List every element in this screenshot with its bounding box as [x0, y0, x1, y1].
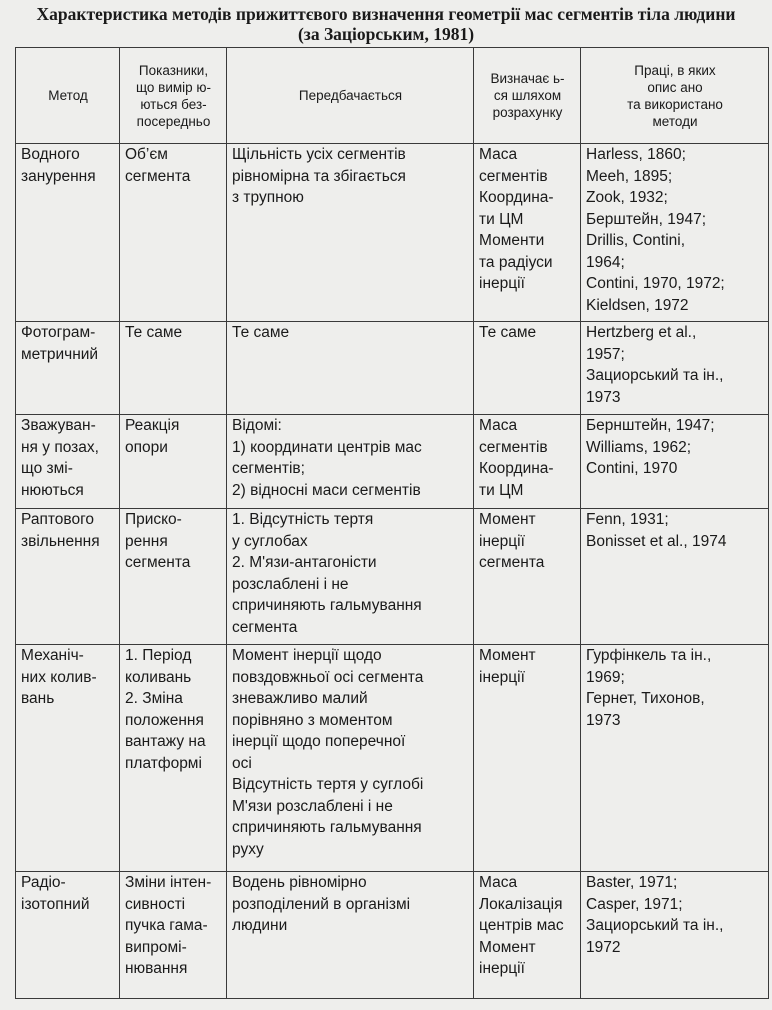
cell-line: положення: [125, 711, 204, 729]
cell-method: [16, 415, 120, 509]
cell-line: Гернет, Тихонов,: [586, 690, 705, 707]
cell-line: Baster, 1971;: [586, 874, 678, 891]
cell-works: [581, 322, 769, 415]
cell-line: 1973: [586, 711, 621, 729]
cell-line: Водного: [21, 146, 80, 163]
cell-line: Zook, 1932;: [586, 189, 668, 206]
cell-line: 1. Відсутність тертя: [232, 511, 374, 528]
cell-line: Meeh, 1895;: [586, 167, 673, 185]
cell-line: Зміни інтен-: [125, 874, 212, 891]
cell-line: порівняно з моментом: [232, 711, 393, 729]
cell-computed: [474, 645, 581, 872]
cell-assumed: [227, 144, 474, 322]
cell-line: Раптового: [21, 511, 94, 528]
cell-assumed: [227, 645, 474, 872]
cell-line: Зациорський та ін.,: [586, 367, 724, 384]
cell-line: методи: [652, 113, 698, 129]
title-line-1: Характеристика методів прижиттєвого визначення геометрії мас сегментів тіла людини: [36, 4, 736, 24]
cell-line: Координа-: [479, 189, 554, 206]
cell-line: інерції щодо поперечної: [232, 733, 406, 750]
cell-line: Casper, 1971;: [586, 895, 683, 913]
cell-line: вантажу на: [125, 733, 206, 750]
cell-line: Маса: [479, 146, 518, 163]
cell-line: випромі-: [125, 938, 187, 956]
header-measured: [120, 48, 227, 144]
cell-line: у суглобах: [232, 532, 308, 550]
cell-line: що змі-: [21, 460, 73, 477]
cell-line: нюються: [21, 481, 84, 499]
title-line-2: (за Заціорським, 1981): [297, 24, 475, 44]
cell-method: [16, 322, 120, 415]
cell-line: Drillis, Contini,: [586, 232, 686, 249]
cell-line: Реакція: [125, 417, 180, 434]
cell-line: Показники,: [138, 62, 209, 78]
cell-line: Момент: [479, 511, 536, 528]
cell-measured: [120, 144, 227, 322]
cell-line: Contini, 1970: [586, 460, 678, 477]
cell-computed: [474, 144, 581, 322]
cell-works: [581, 872, 769, 999]
cell-line: пучка гама-: [125, 917, 208, 934]
cell-assumed: [227, 322, 474, 415]
cell-line: Локалізація: [479, 895, 563, 913]
cell-line: Прискo-: [125, 511, 182, 528]
cell-line: нювання: [125, 960, 188, 977]
cell-line: Праці, в яких: [634, 62, 716, 78]
cell-line: них колив-: [21, 668, 97, 686]
cell-measured: [120, 509, 227, 645]
table-row: [16, 415, 769, 509]
cell-line: Визначає ь-: [490, 71, 565, 86]
cell-line: вань: [21, 690, 55, 707]
cell-line: Механіч-: [21, 647, 84, 664]
cell-line: людини: [232, 917, 288, 934]
cell-line: сегмента: [479, 554, 545, 571]
cell-line: Момент інерції щодо: [232, 647, 382, 664]
cell-line: сегментів: [479, 167, 548, 185]
table-row: [16, 322, 769, 415]
cell-line: інерції: [479, 960, 525, 977]
cell-line: розслаблені і не: [232, 575, 349, 593]
cell-line: Kieldsen, 1972: [586, 296, 689, 314]
page-title: [0, 4, 772, 44]
cell-line: спричиняють гальмування: [232, 597, 422, 614]
cell-line: Те саме: [232, 324, 290, 341]
cell-line: розподілений в організмі: [232, 895, 411, 913]
cell-line: руху: [232, 840, 264, 858]
cell-measured: [120, 645, 227, 872]
cell-assumed: [227, 415, 474, 509]
table-row: [16, 872, 769, 999]
table-row: [16, 509, 769, 645]
cell-line: сегмента: [125, 167, 191, 185]
cell-line: ся шляхом: [493, 88, 562, 103]
cell-line: Fenn, 1931;: [586, 511, 669, 528]
cell-line: Williams, 1962;: [586, 438, 692, 456]
cell-line: 1969;: [586, 668, 625, 686]
cell-line: Відомі:: [232, 417, 282, 434]
cell-line: осі: [232, 754, 252, 772]
cell-line: інерції: [479, 668, 525, 686]
cell-line: опори: [125, 438, 168, 456]
cell-line: Щільність усіх сегментів: [232, 146, 406, 163]
cell-line: ізотопний: [21, 895, 90, 913]
cell-works: [581, 645, 769, 872]
cell-line: метричний: [21, 345, 99, 363]
cell-line: Зациорський та ін.,: [586, 917, 724, 934]
header-method: [16, 48, 120, 144]
cell-line: Bonisset et al., 1974: [586, 532, 727, 550]
cell-line: Маса: [479, 417, 518, 434]
cell-line: Об’єм: [125, 146, 168, 163]
cell-line: М'язи розслаблені і не: [232, 797, 393, 815]
cell-line: Гурфінкель та ін.,: [586, 647, 712, 664]
cell-line: платформі: [125, 754, 202, 772]
cell-line: та радіуси: [479, 253, 553, 271]
cell-line: Маса: [479, 874, 518, 891]
cell-line: Фотограм-: [21, 324, 96, 341]
cell-works: [581, 415, 769, 509]
cell-line: ти ЦМ: [479, 481, 524, 499]
cell-line: Contini, 1970, 1972;: [586, 275, 725, 292]
cell-line: Метод: [48, 88, 88, 103]
cell-line: що вимір ю-: [135, 79, 212, 95]
cell-line: Бернштейн, 1947;: [586, 417, 715, 434]
cell-line: інерції: [479, 275, 525, 292]
cell-line: 2. Зміна: [125, 690, 183, 707]
cell-line: Водень рівномірно: [232, 874, 367, 891]
cell-computed: [474, 509, 581, 645]
header-works: [581, 48, 769, 144]
cell-line: 2. М'язи-антагоністи: [232, 554, 377, 571]
cell-line: ти ЦМ: [479, 210, 524, 228]
cell-line: Відсутність тертя у суглобі: [232, 776, 424, 793]
cell-line: Координа-: [479, 460, 554, 477]
cell-line: посередньо: [136, 113, 211, 129]
table-row: [16, 645, 769, 872]
cell-measured: [120, 872, 227, 999]
cell-line: 2) відносні маси сегментів: [232, 481, 421, 499]
cell-line: сегмента: [125, 554, 191, 571]
header-assumed: [227, 48, 474, 144]
cell-computed: [474, 872, 581, 999]
cell-line: зневажливо малий: [232, 690, 368, 707]
cell-line: 1957;: [586, 345, 625, 363]
cell-line: спричиняють гальмування: [232, 819, 422, 836]
cell-line: 1. Період: [125, 647, 192, 664]
cell-line: та використано: [627, 96, 723, 112]
cell-line: розрахунку: [492, 105, 563, 120]
cell-line: Передбачається: [298, 88, 403, 103]
cell-line: рівномірна та збігається: [232, 167, 406, 185]
header-computed: [474, 48, 581, 144]
cell-line: Те саме: [479, 324, 537, 341]
cell-line: Момент: [479, 938, 536, 956]
table-row: [16, 144, 769, 322]
cell-method: [16, 645, 120, 872]
cell-line: Момент: [479, 647, 536, 664]
cell-line: повздовжньої осі сегмента: [232, 668, 424, 686]
cell-works: [581, 509, 769, 645]
cell-line: 1972: [586, 938, 621, 956]
cell-line: Берштейн, 1947;: [586, 210, 707, 228]
cell-line: опис ано: [647, 79, 703, 95]
cell-line: Те саме: [125, 324, 183, 341]
cell-measured: [120, 322, 227, 415]
cell-computed: [474, 322, 581, 415]
cell-line: сивності: [125, 895, 186, 913]
cell-line: центрів мас: [479, 917, 564, 934]
cell-line: сегментів: [479, 438, 548, 456]
cell-assumed: [227, 872, 474, 999]
cell-line: коливань: [125, 668, 192, 686]
cell-line: 1973: [586, 388, 621, 406]
cell-line: сегмента: [232, 618, 298, 636]
cell-line: Моменти: [479, 232, 545, 249]
cell-method: [16, 144, 120, 322]
cell-computed: [474, 415, 581, 509]
cell-line: 1964;: [586, 253, 625, 271]
cell-line: ються без-: [140, 96, 207, 112]
cell-line: ня у позах,: [21, 438, 99, 456]
cell-line: з трупною: [232, 189, 304, 206]
header-row: [16, 48, 769, 144]
cell-method: [16, 509, 120, 645]
cell-line: 1) координати центрів мас: [232, 438, 422, 456]
methods-table: [15, 47, 769, 999]
cell-line: Hertzberg et al.,: [586, 324, 697, 341]
cell-assumed: [227, 509, 474, 645]
cell-line: звільнення: [21, 532, 100, 550]
cell-works: [581, 144, 769, 322]
cell-measured: [120, 415, 227, 509]
cell-line: інерції: [479, 532, 525, 550]
cell-method: [16, 872, 120, 999]
cell-line: рення: [125, 532, 168, 550]
cell-line: занурення: [21, 167, 96, 185]
cell-line: сегментів;: [232, 460, 305, 477]
cell-line: Радіо-: [21, 874, 66, 891]
cell-line: Harless, 1860;: [586, 146, 686, 163]
cell-line: Зважуван-: [21, 417, 96, 434]
